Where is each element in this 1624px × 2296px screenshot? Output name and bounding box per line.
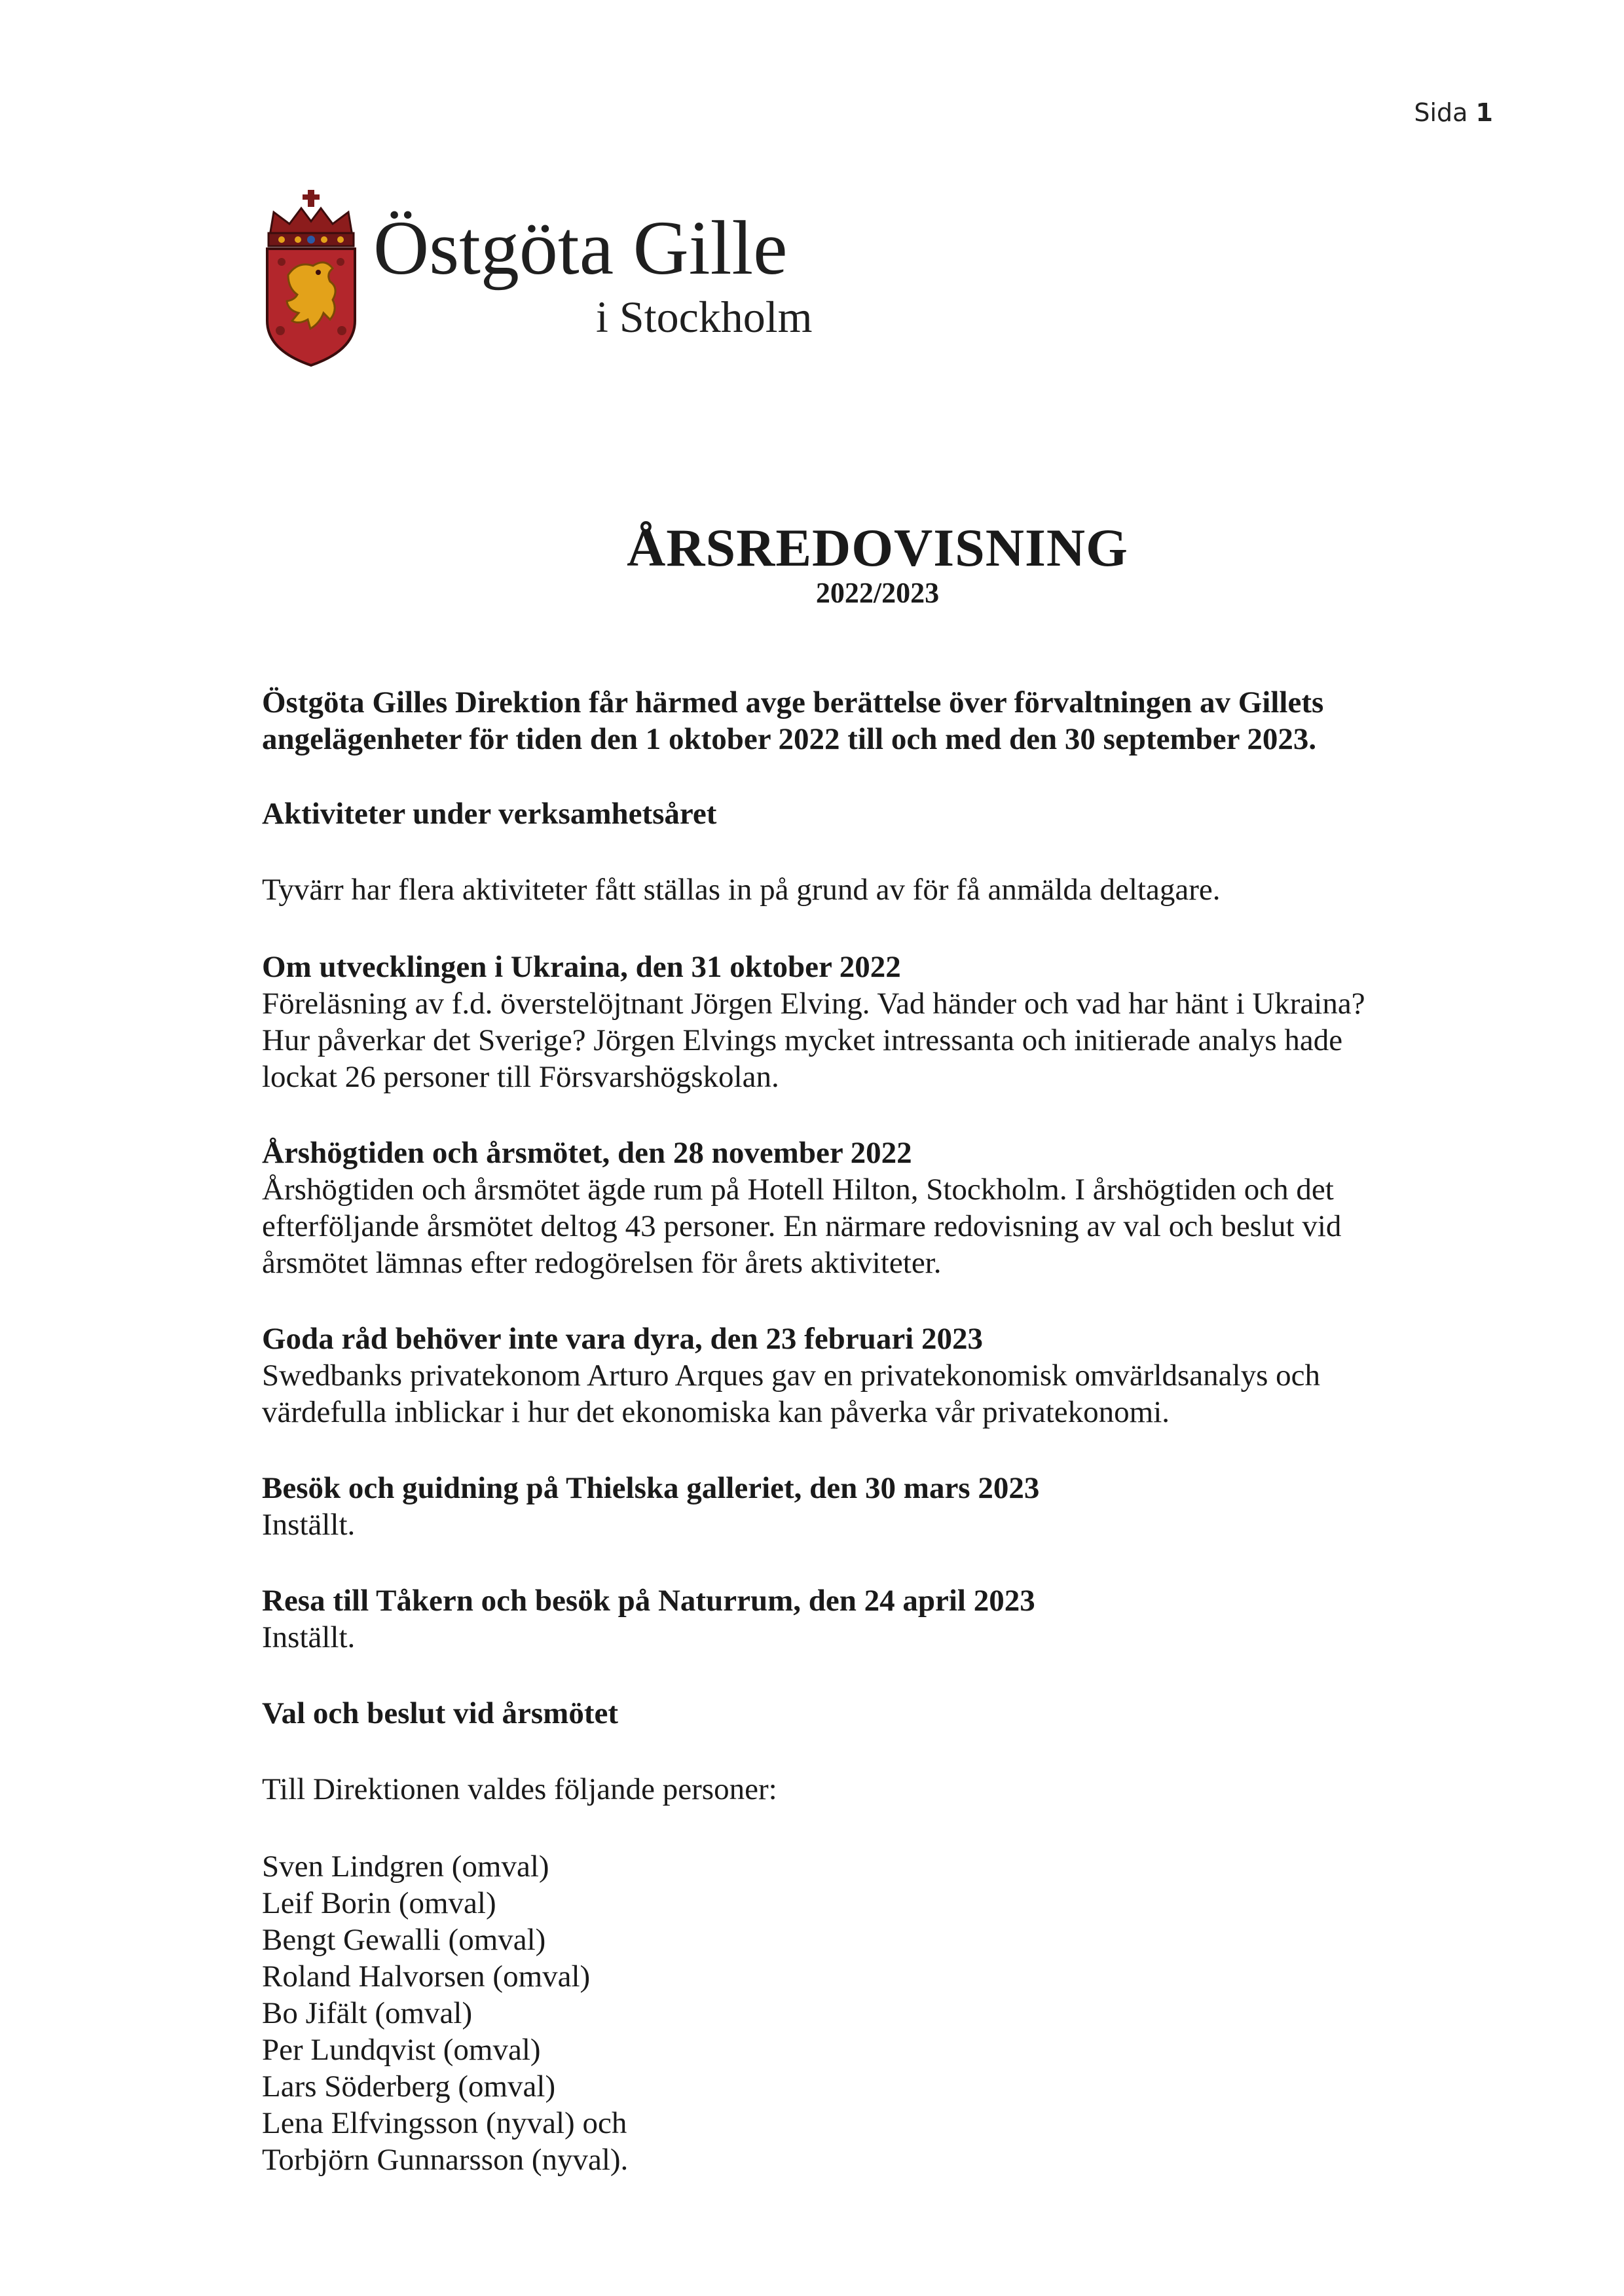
event-title: Goda råd behöver inte vara dyra, den 23 februari 2023 (262, 1322, 983, 1356)
list-item: Lena Elfvingsson (nyval) och (262, 2106, 627, 2140)
list-item: Sven Lindgren (omval) (262, 1850, 549, 1884)
activities-heading: Aktiviteter under verksamhetsåret (262, 797, 717, 831)
page-number (1414, 98, 1493, 127)
event-description: Föreläsning av f.d. överstelöjtnant Jörgen Elving. Vad händer och vad har hänt i Ukraina? Hur påverkar det Sverige? Jörgen Elvings mycket intressanta och initierade analys hade lockat 26 personer till Försvarshögskolan. (262, 987, 1365, 1094)
event-description: Swedbanks privatekonom Arturo Arques gav en privatekonomisk omvärldsanalys och värdefulla inblickar i hur det ekonomiska kan påverka vår privatekonomi. (262, 1358, 1320, 1429)
letterhead-title: Östgöta Gille (373, 205, 788, 291)
event-title: Resa till Tåkern och besök på Naturrum, den 24 april 2023 (262, 1584, 1035, 1618)
elections-intro: Till Direktionen valdes följande personer: (262, 1772, 777, 1806)
elected-members-list (262, 1848, 1414, 2178)
list-item: Bengt Gewalli (omval) (262, 1923, 546, 1957)
elections-heading: Val och beslut vid årsmötet (262, 1696, 618, 1730)
event-item (262, 1321, 1414, 1430)
intro-paragraph: Östgöta Gilles Direktion får härmed avge berättelse över förvaltningen av Gillets angelägenheter för tiden den 1 oktober 2022 till och med den 30 september 2023. (262, 685, 1324, 756)
event-description: Inställt. (262, 1508, 356, 1542)
list-item: Leif Borin (omval) (262, 1886, 496, 1920)
event-item (262, 949, 1414, 1095)
activities-note: Tyvärr har flera aktiviteter fått ställas in på grund av för få anmälda deltagare. (262, 873, 1221, 907)
event-title: Besök och guidning på Thielska galleriet, den 30 mars 2023 (262, 1471, 1040, 1505)
document-year: 2022/2023 (815, 577, 940, 609)
list-item: Per Lundqvist (omval) (262, 2033, 541, 2067)
document-body (262, 684, 1414, 2178)
event-description: Årshögtiden och årsmötet ägde rum på Hotell Hilton, Stockholm. I årshögtiden och det efterföljande årsmötet deltog 43 personer. En närmare redovisning av val och beslut vid årsmötet lämnas efter redogörelsen för årets aktiviteter. (262, 1173, 1342, 1280)
letterhead-subtitle: i Stockholm (596, 292, 813, 342)
event-title: Om utvecklingen i Ukraina, den 31 oktober 2022 (262, 950, 901, 984)
letterhead-logo (262, 183, 851, 373)
list-item: Roland Halvorsen (omval) (262, 1959, 591, 1994)
list-item: Bo Jifält (omval) (262, 1996, 473, 2030)
document-title: ÅRSREDOVISNING (627, 518, 1128, 577)
event-item (262, 1470, 1414, 1543)
page-number-value: 1 (1475, 98, 1493, 127)
page-number-label: Sida (1414, 98, 1468, 127)
event-description: Inställt. (262, 1620, 356, 1654)
event-item (262, 1582, 1414, 1656)
list-item: Torbjörn Gunnarsson (nyval). (262, 2143, 629, 2177)
event-item (262, 1135, 1414, 1281)
event-title: Årshögtiden och årsmötet, den 28 november 2022 (262, 1136, 912, 1170)
list-item: Lars Söderberg (omval) (262, 2069, 556, 2104)
coat-of-arms-icon (262, 190, 360, 367)
